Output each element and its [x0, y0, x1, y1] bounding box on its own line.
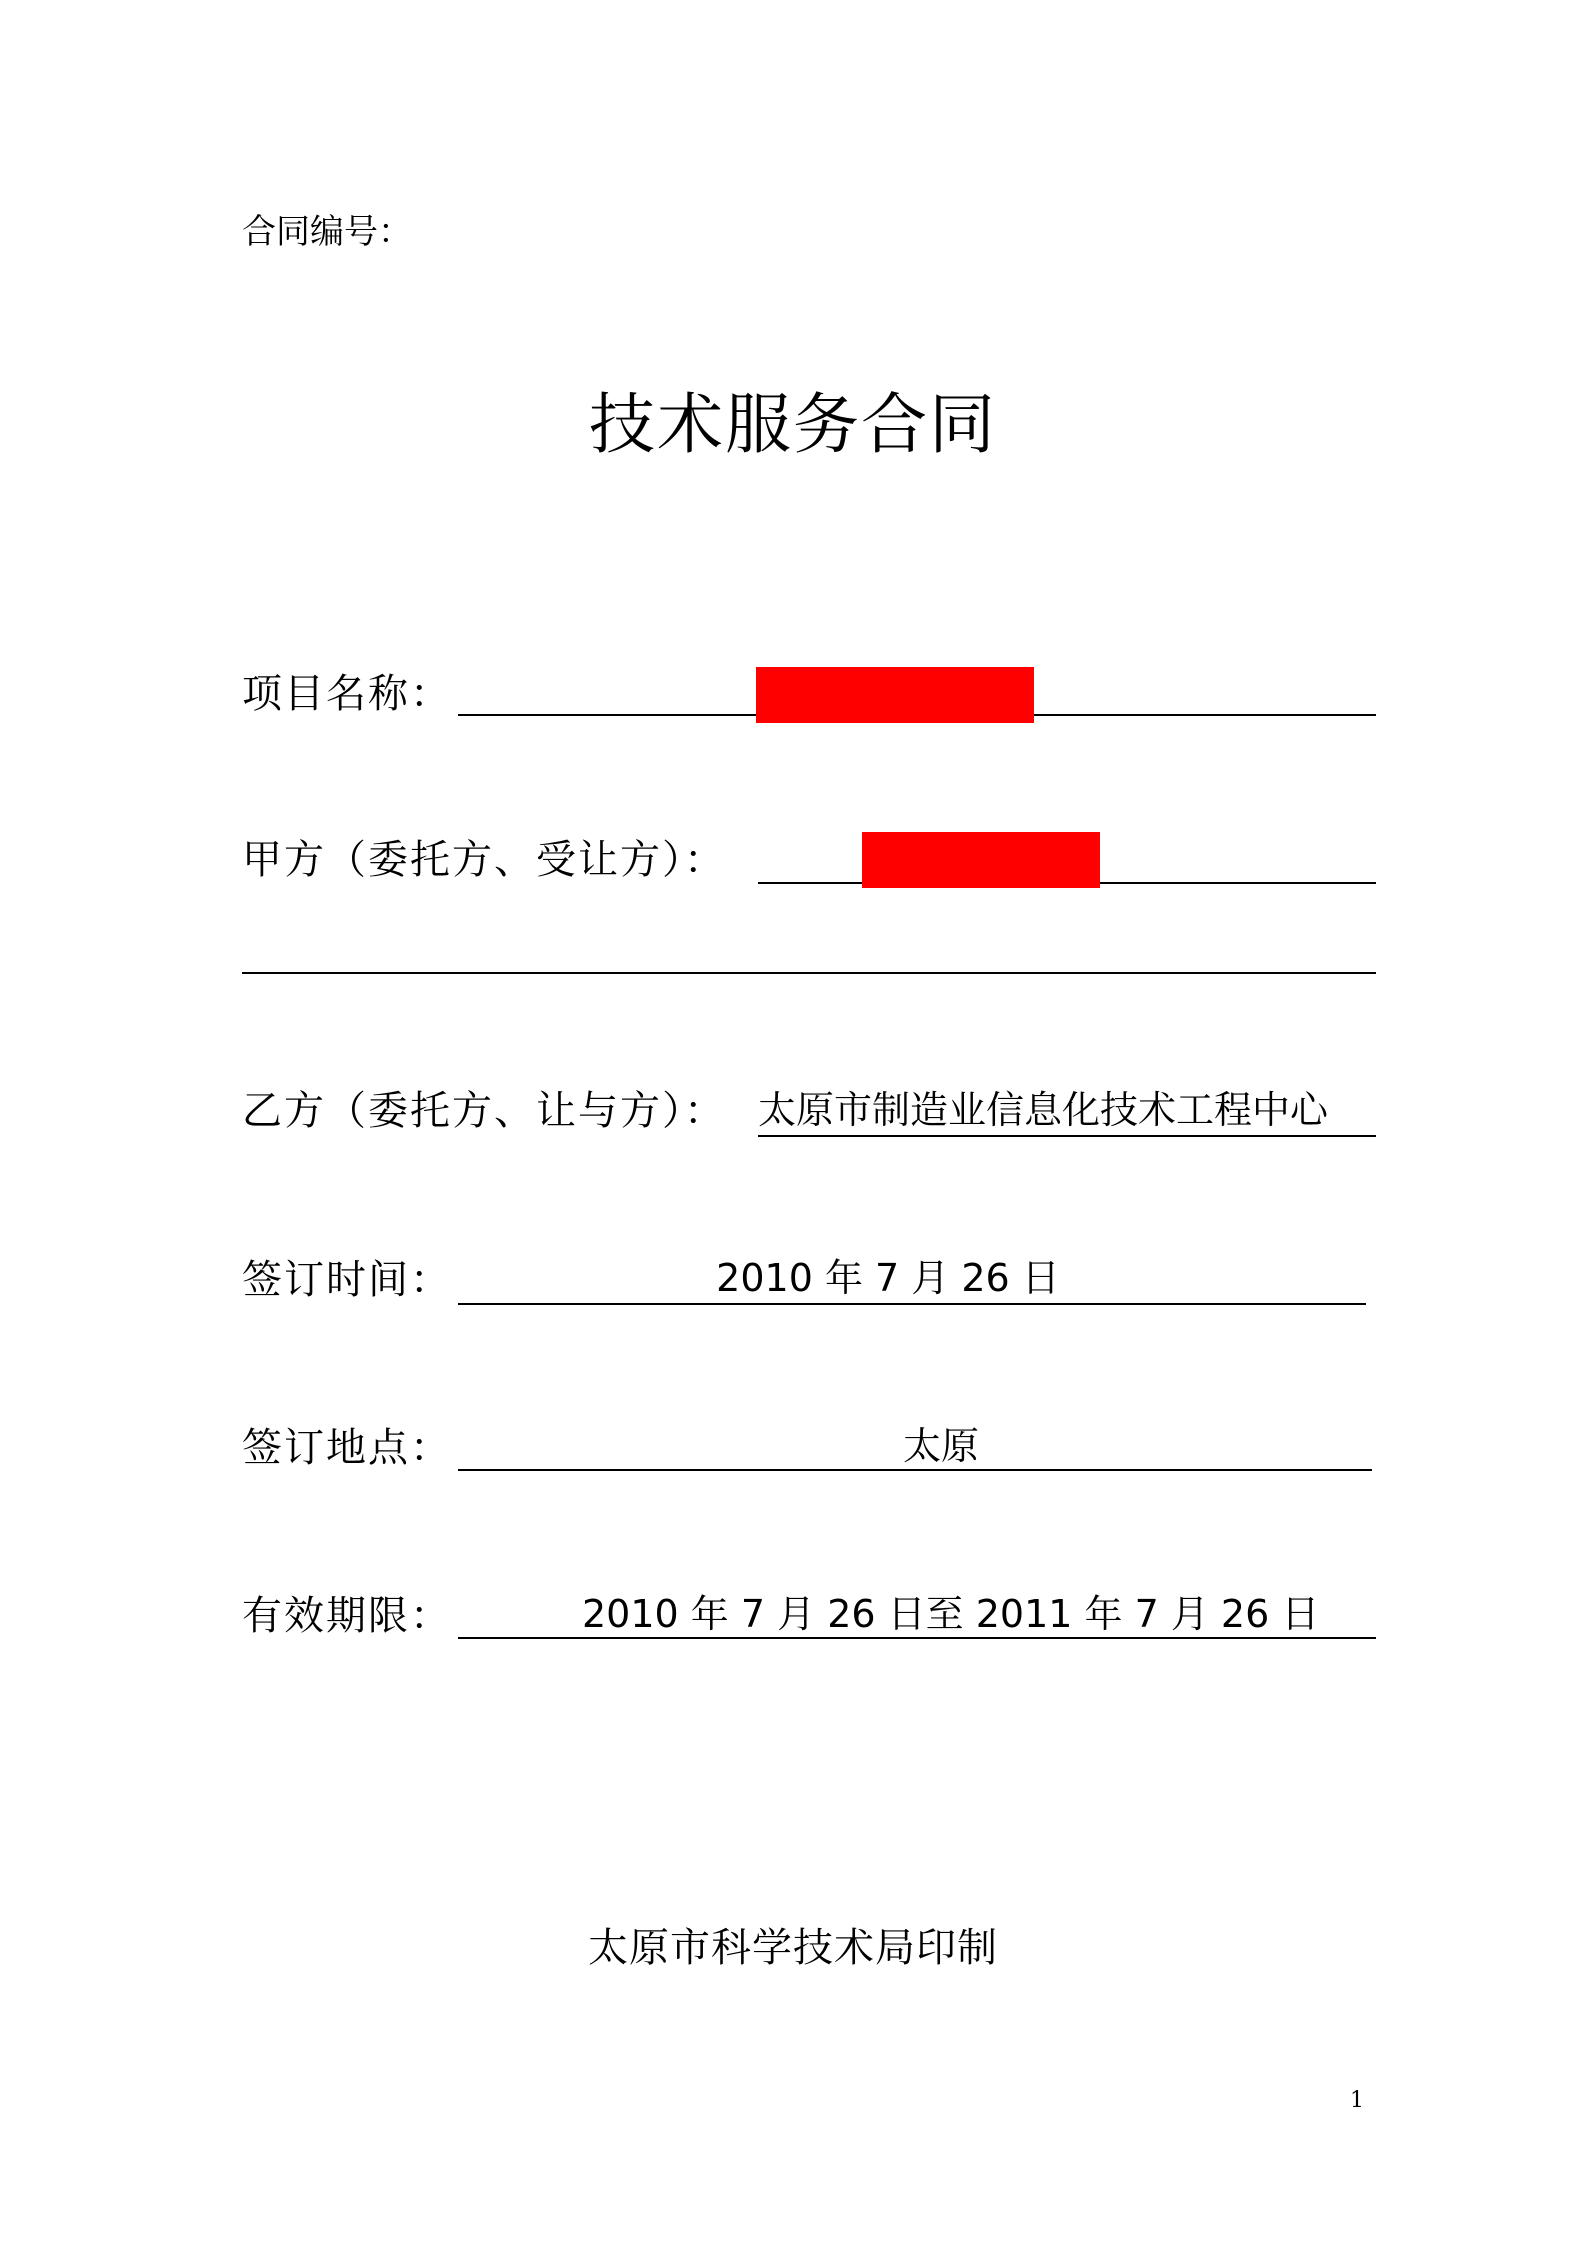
party-a-label: 甲方（委托方、受让方）： — [242, 837, 726, 883]
contract-number-label: 合同编号： — [242, 212, 412, 252]
validity-period-value: 2010 年 7 月 26 日至 2011 年 7 月 26 日 — [582, 1592, 1320, 1636]
party-a-continuation-line — [242, 972, 1376, 974]
party-b-label: 乙方（委托方、让与方）： — [242, 1088, 726, 1134]
signing-date-label: 签订时间： — [242, 1257, 452, 1303]
document-title: 技术服务合同 — [589, 386, 997, 463]
project-name-redaction — [756, 667, 1034, 723]
project-name-label: 项目名称： — [242, 671, 452, 717]
signing-place-label: 签订地点： — [242, 1425, 452, 1471]
signing-place-value: 太原 — [902, 1424, 979, 1468]
page-number: 1 — [1350, 2088, 1364, 2113]
printer-credit: 太原市科学技术局印制 — [588, 1925, 998, 1971]
signing-date-value: 2010 年 7 月 26 日 — [716, 1256, 1060, 1300]
party-a-redaction — [862, 832, 1100, 888]
validity-period-label: 有效期限： — [242, 1593, 452, 1639]
party-b-value: 太原市制造业信息化技术工程中心 — [758, 1088, 1329, 1132]
